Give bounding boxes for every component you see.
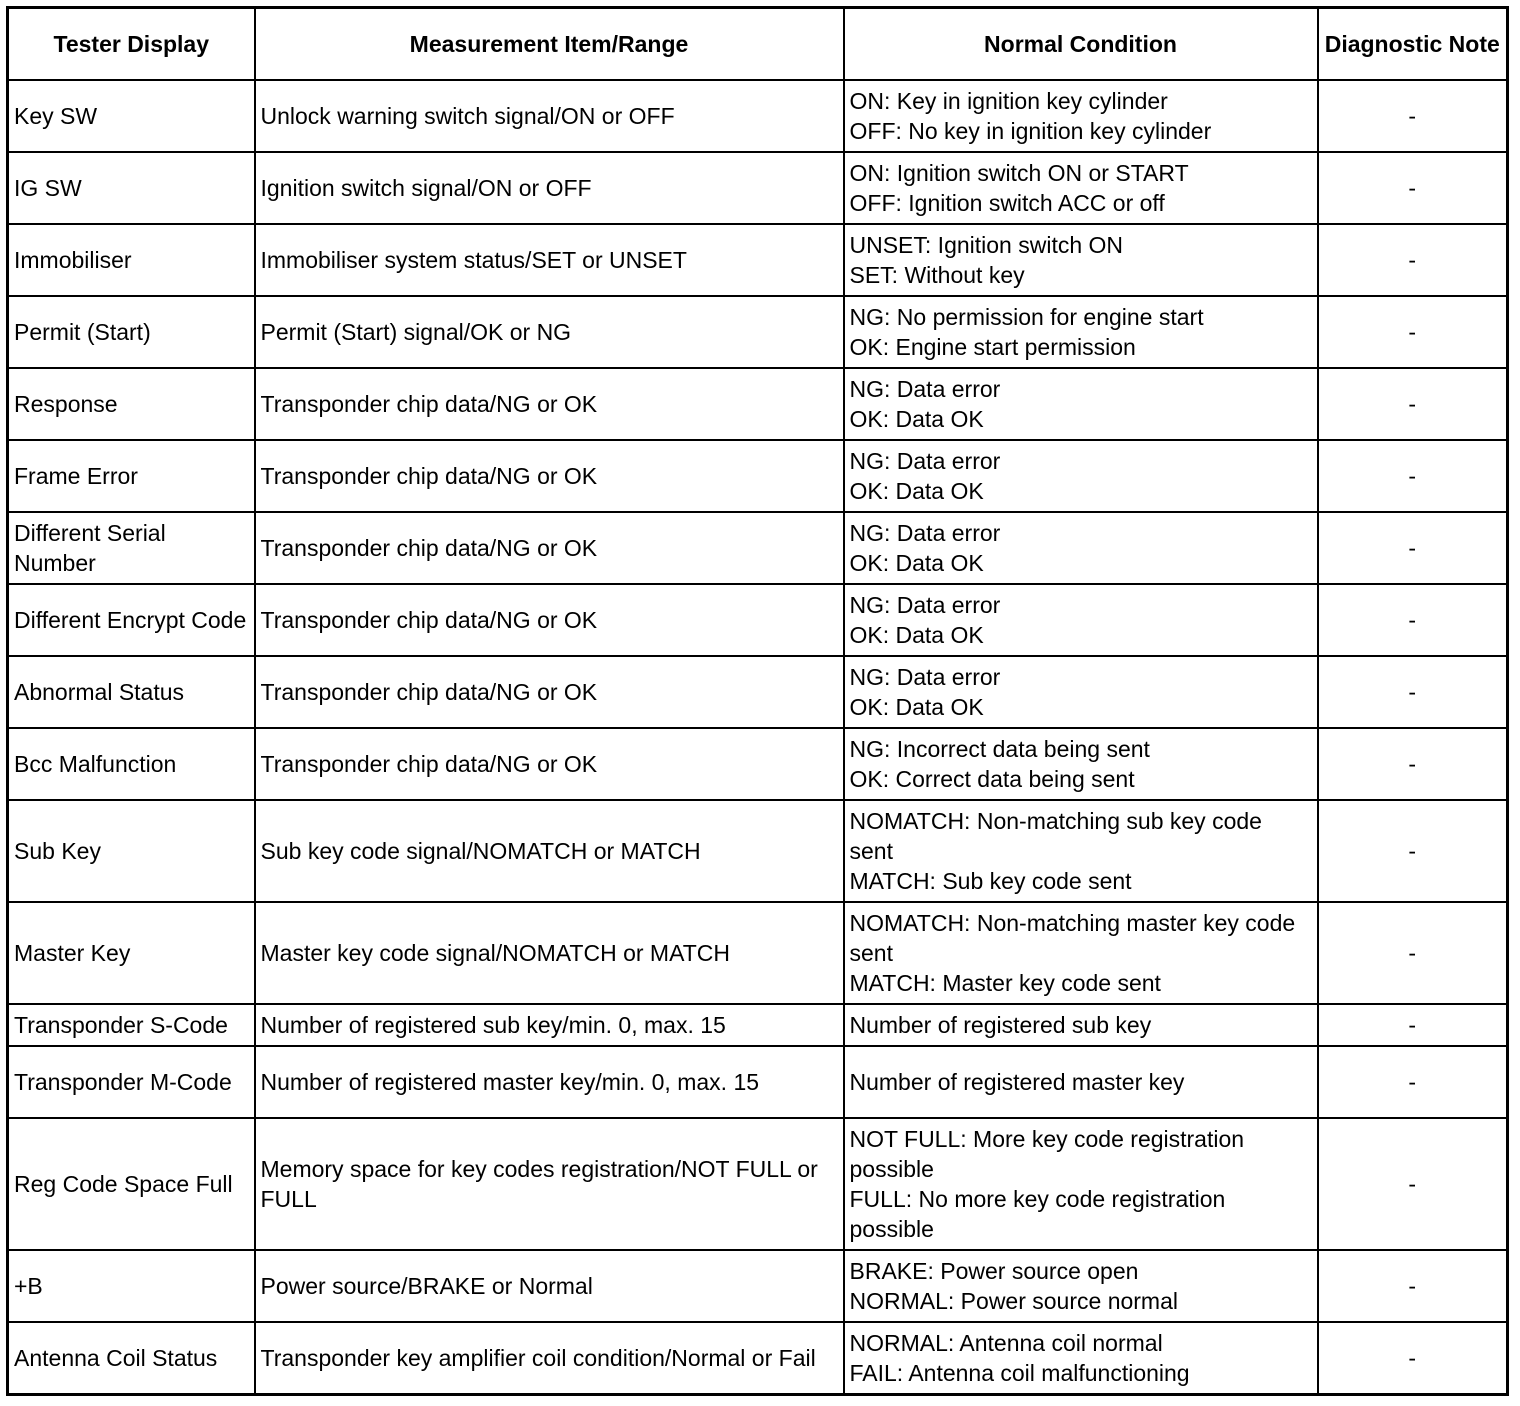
tester-display-cell: Antenna Coil Status bbox=[8, 1322, 255, 1394]
tester-display-cell: Sub Key bbox=[8, 800, 255, 902]
diagnostic-note-cell: - bbox=[1318, 152, 1508, 224]
table-row bbox=[8, 902, 1508, 1004]
measurement-cell: Immobiliser system status/SET or UNSET bbox=[255, 224, 844, 296]
diagnostic-note-cell: - bbox=[1318, 902, 1508, 1004]
table-row bbox=[8, 1046, 1508, 1118]
normal-condition-line: NG: Data error bbox=[849, 448, 1001, 474]
normal-condition-cell bbox=[844, 1046, 1318, 1118]
measurement-cell: Transponder chip data/NG or OK bbox=[255, 728, 844, 800]
tester-display-cell: Reg Code Space Full bbox=[8, 1118, 255, 1250]
diagnostic-note-cell: - bbox=[1318, 512, 1508, 584]
diagnostic-note-cell: - bbox=[1318, 1118, 1508, 1250]
measurement-cell: Transponder chip data/NG or OK bbox=[255, 584, 844, 656]
normal-condition-cell bbox=[844, 1250, 1318, 1322]
table-row bbox=[8, 80, 1508, 152]
measurement-cell: Permit (Start) signal/OK or NG bbox=[255, 296, 844, 368]
normal-condition-cell bbox=[844, 440, 1318, 512]
normal-condition-line: NOMATCH: Non-matching master key code sent bbox=[849, 910, 1302, 966]
normal-condition-line: NG: Data error bbox=[849, 520, 1001, 546]
tester-display-cell: Bcc Malfunction bbox=[8, 728, 255, 800]
tester-display-cell: Transponder S-Code bbox=[8, 1004, 255, 1046]
normal-condition-line: UNSET: Ignition switch ON bbox=[849, 232, 1124, 258]
tester-display-cell: Master Key bbox=[8, 902, 255, 1004]
normal-condition-cell bbox=[844, 656, 1318, 728]
normal-condition-line: MATCH: Master key code sent bbox=[849, 970, 1161, 996]
diagnostic-note-cell: - bbox=[1318, 656, 1508, 728]
table-row bbox=[8, 728, 1508, 800]
table-row bbox=[8, 800, 1508, 902]
data-monitor-table bbox=[6, 6, 1509, 1396]
diagnostic-note-cell: - bbox=[1318, 296, 1508, 368]
header-diagnostic-note: Diagnostic Note bbox=[1318, 8, 1508, 81]
diagnostic-note-cell: - bbox=[1318, 1046, 1508, 1118]
measurement-cell: Sub key code signal/NOMATCH or MATCH bbox=[255, 800, 844, 902]
normal-condition-line: OK: Engine start permission bbox=[849, 334, 1136, 360]
normal-condition-cell bbox=[844, 224, 1318, 296]
normal-condition-line: NG: Data error bbox=[849, 376, 1001, 402]
normal-condition-cell bbox=[844, 1118, 1318, 1250]
tester-display-cell: Response bbox=[8, 368, 255, 440]
header-measurement-item-range: Measurement Item/Range bbox=[255, 8, 844, 81]
tester-display-cell: Permit (Start) bbox=[8, 296, 255, 368]
normal-condition-cell bbox=[844, 368, 1318, 440]
header-row bbox=[8, 8, 1508, 81]
tester-display-cell: Different Encrypt Code bbox=[8, 584, 255, 656]
normal-condition-cell bbox=[844, 1004, 1318, 1046]
normal-condition-line: FULL: No more key code registration possible bbox=[849, 1186, 1232, 1242]
normal-condition-line: NORMAL: Antenna coil normal bbox=[849, 1329, 1163, 1356]
tester-display-cell: +B bbox=[8, 1250, 255, 1322]
header-normal-condition: Normal Condition bbox=[844, 8, 1318, 81]
table-body bbox=[8, 80, 1508, 1394]
tester-display-cell: Frame Error bbox=[8, 440, 255, 512]
diagnostic-note-cell: - bbox=[1318, 440, 1508, 512]
diagnostic-note-cell: - bbox=[1318, 1322, 1508, 1394]
normal-condition-line: OK: Data OK bbox=[849, 622, 984, 648]
normal-condition-line: MATCH: Sub key code sent bbox=[849, 868, 1132, 894]
measurement-cell: Transponder key amplifier coil condition/Normal or Fail bbox=[255, 1322, 844, 1394]
table-row bbox=[8, 656, 1508, 728]
diagnostic-note-cell: - bbox=[1318, 1004, 1508, 1046]
normal-condition-line: FAIL: Antenna coil malfunctioning bbox=[849, 1359, 1190, 1386]
normal-condition-line: NG: Data error bbox=[849, 664, 1001, 690]
normal-condition-cell bbox=[844, 728, 1318, 800]
tester-display-cell: Different Serial Number bbox=[8, 512, 255, 584]
normal-condition-line: NG: No permission for engine start bbox=[849, 304, 1204, 330]
normal-condition-line: ON: Key in ignition key cylinder bbox=[849, 88, 1168, 114]
measurement-cell: Unlock warning switch signal/ON or OFF bbox=[255, 80, 844, 152]
normal-condition-line: ON: Ignition switch ON or START bbox=[849, 160, 1189, 186]
measurement-cell: Master key code signal/NOMATCH or MATCH bbox=[255, 902, 844, 1004]
table-row bbox=[8, 296, 1508, 368]
measurement-cell: Number of registered master key/min. 0, max. 15 bbox=[255, 1046, 844, 1118]
diagnostic-note-cell: - bbox=[1318, 80, 1508, 152]
normal-condition-cell bbox=[844, 80, 1318, 152]
table-row bbox=[8, 584, 1508, 656]
normal-condition-line: Number of registered master key bbox=[849, 1069, 1185, 1095]
normal-condition-line: NOMATCH: Non-matching sub key code sent bbox=[849, 808, 1269, 864]
diagnostic-note-cell: - bbox=[1318, 368, 1508, 440]
normal-condition-cell bbox=[844, 902, 1318, 1004]
normal-condition-cell bbox=[844, 584, 1318, 656]
normal-condition-cell bbox=[844, 512, 1318, 584]
normal-condition-line: OK: Correct data being sent bbox=[849, 766, 1135, 792]
measurement-cell: Number of registered sub key/min. 0, max. 15 bbox=[255, 1004, 844, 1046]
normal-condition-line: NG: Incorrect data being sent bbox=[849, 736, 1150, 762]
diagnostic-note-cell: - bbox=[1318, 584, 1508, 656]
diagnostic-note-cell: - bbox=[1318, 1250, 1508, 1322]
diagnostic-note-cell: - bbox=[1318, 224, 1508, 296]
table-row bbox=[8, 368, 1508, 440]
normal-condition-line: Number of registered sub key bbox=[849, 1012, 1152, 1038]
measurement-cell: Ignition switch signal/ON or OFF bbox=[255, 152, 844, 224]
table-row bbox=[8, 1118, 1508, 1250]
normal-condition-line: OK: Data OK bbox=[849, 478, 984, 504]
table-row bbox=[8, 1250, 1508, 1322]
table-row bbox=[8, 512, 1508, 584]
table-row bbox=[8, 1004, 1508, 1046]
normal-condition-cell bbox=[844, 152, 1318, 224]
tester-display-cell: IG SW bbox=[8, 152, 255, 224]
table-row bbox=[8, 1322, 1508, 1394]
measurement-cell: Transponder chip data/NG or OK bbox=[255, 440, 844, 512]
normal-condition-cell bbox=[844, 800, 1318, 902]
diagnostic-note-cell: - bbox=[1318, 800, 1508, 902]
tester-display-cell: Abnormal Status bbox=[8, 656, 255, 728]
normal-condition-line: OK: Data OK bbox=[849, 550, 984, 576]
header-tester-display: Tester Display bbox=[8, 8, 255, 81]
table-row bbox=[8, 152, 1508, 224]
table-row bbox=[8, 224, 1508, 296]
normal-condition-line: OFF: No key in ignition key cylinder bbox=[849, 118, 1212, 144]
measurement-cell: Power source/BRAKE or Normal bbox=[255, 1250, 844, 1322]
tester-display-cell: Immobiliser bbox=[8, 224, 255, 296]
tester-display-cell: Key SW bbox=[8, 80, 255, 152]
diagnostic-note-cell: - bbox=[1318, 728, 1508, 800]
normal-condition-line: OFF: Ignition switch ACC or off bbox=[849, 190, 1165, 216]
normal-condition-cell bbox=[844, 296, 1318, 368]
measurement-cell: Memory space for key codes registration/NOT FULL or FULL bbox=[255, 1118, 844, 1250]
normal-condition-line: NORMAL: Power source normal bbox=[849, 1288, 1178, 1314]
measurement-cell: Transponder chip data/NG or OK bbox=[255, 512, 844, 584]
measurement-cell: Transponder chip data/NG or OK bbox=[255, 368, 844, 440]
normal-condition-line: SET: Without key bbox=[849, 262, 1025, 288]
measurement-cell: Transponder chip data/NG or OK bbox=[255, 656, 844, 728]
normal-condition-line: OK: Data OK bbox=[849, 406, 984, 432]
normal-condition-cell bbox=[844, 1322, 1318, 1394]
normal-condition-line: NG: Data error bbox=[849, 592, 1001, 618]
normal-condition-line: BRAKE: Power source open bbox=[849, 1258, 1139, 1284]
table-row bbox=[8, 440, 1508, 512]
normal-condition-line: OK: Data OK bbox=[849, 694, 984, 720]
normal-condition-line: NOT FULL: More key code registration possible bbox=[849, 1126, 1251, 1182]
tester-display-cell: Transponder M-Code bbox=[8, 1046, 255, 1118]
